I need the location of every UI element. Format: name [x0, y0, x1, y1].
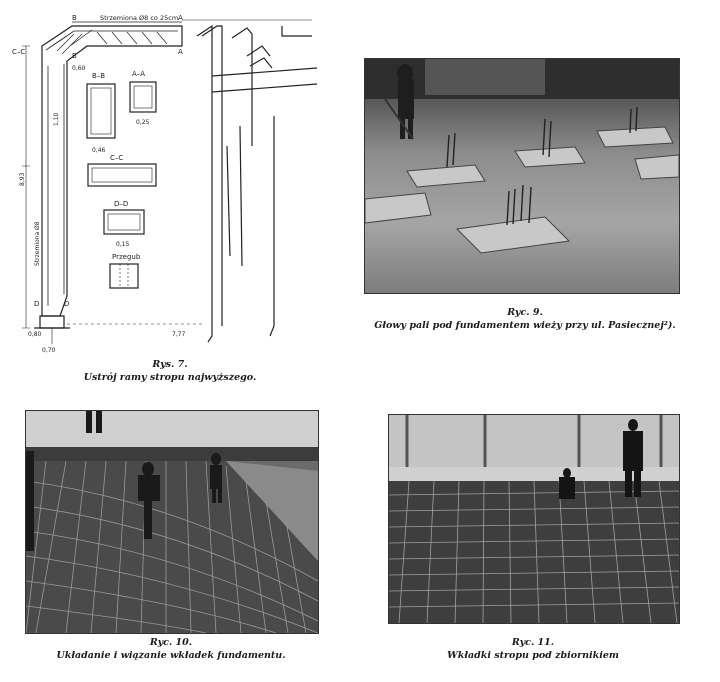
dim-3: 0,25 — [136, 119, 150, 126]
caption-ryc9 — [355, 306, 695, 332]
photo-slab-rebar — [388, 414, 680, 624]
caption-ryc11-number: Ryc. 11. — [511, 637, 555, 648]
dim-9: 1,10 — [53, 112, 60, 126]
caption-rys7-text: Ustrój ramy stropu najwyższego. — [83, 372, 257, 383]
section-title-dd: D–D — [114, 200, 129, 208]
photo-pile-heads — [364, 58, 680, 294]
dim-8: 8,93 — [19, 172, 26, 186]
section-label-a: A — [178, 14, 183, 22]
stirrup-note-left: Strzemiona Ø8 — [34, 221, 41, 266]
caption-ryc9-text: Głowy pali pod fundamentem wieży przy ul. Pasiecznej²). — [374, 320, 676, 331]
section-label-b: B — [72, 14, 77, 22]
caption-rys7-number: Rys. 7. — [152, 359, 188, 370]
caption-ryc10-number: Ryc. 10. — [149, 637, 193, 648]
dim-4: 0,15 — [116, 241, 130, 248]
section-title-cc: C–C — [110, 154, 124, 162]
caption-ryc11 — [388, 636, 678, 662]
stirrup-note: Strzemiona Ø8 co 25cm — [100, 14, 179, 22]
dim-6: 0,80 — [28, 331, 42, 338]
section-label-d: D — [34, 300, 40, 308]
caption-ryc11-text: Wkładki stropu pod zbiornikiem — [447, 650, 619, 661]
dim-2: 0,46 — [92, 147, 106, 154]
section-label-c: C–C — [12, 48, 26, 56]
caption-ryc10-text: Układanie i wiązanie wkładek fundamentu. — [56, 650, 286, 661]
caption-rys7 — [60, 358, 280, 384]
section-label-a2: A — [178, 48, 183, 56]
pile-heads-scene — [365, 59, 679, 293]
frame-reinforcement-drawing — [12, 6, 322, 354]
foundation-rebar-scene — [26, 411, 318, 633]
caption-ryc9-number: Ryc. 9. — [507, 307, 543, 318]
section-title-aa: A–A — [132, 70, 146, 78]
dim-5: 0,70 — [42, 347, 56, 354]
section-title-hinge: Przegub — [112, 253, 141, 261]
section-title-bb: B–B — [92, 72, 106, 80]
dim-7: 7,77 — [172, 331, 186, 338]
caption-ryc10 — [25, 636, 317, 662]
dim-1: 0,60 — [72, 65, 86, 72]
section-label-d2: D — [64, 300, 70, 308]
technical-drawing-svg — [12, 6, 322, 354]
section-label-b2: B — [72, 52, 77, 60]
photo-foundation-rebar — [25, 410, 319, 634]
slab-rebar-scene — [389, 415, 679, 623]
